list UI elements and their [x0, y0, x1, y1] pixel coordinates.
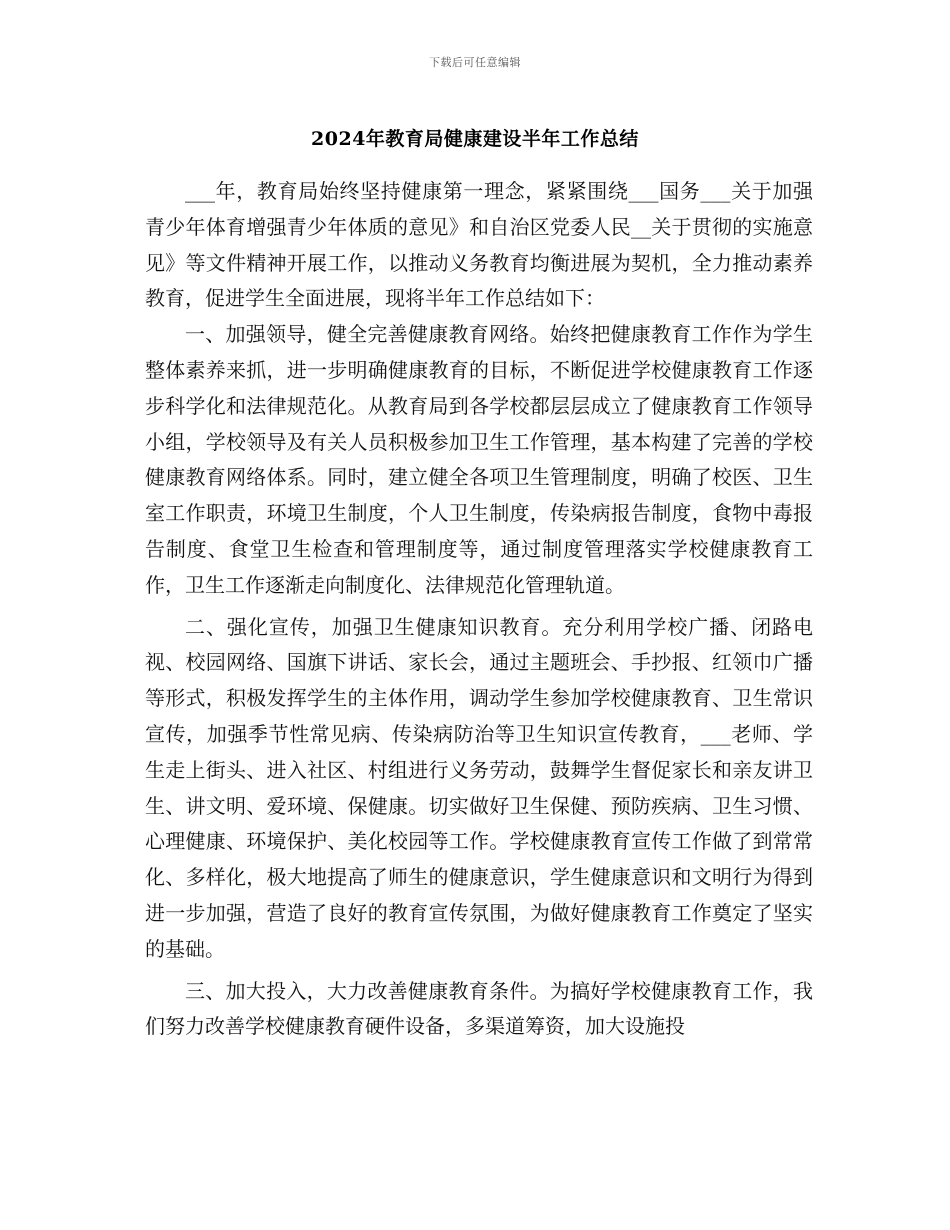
document-body — [145, 174, 813, 1045]
paragraph-section-1: 一、加强领导，健全完善健康教育网络。始终把健康教育工作作为学生整体素养来抓，进一步明确健康教育的目标，不断促进学校健康教育工作逐步科学化和法律规范化。从教育局到各学校都层层成立了健康教育工作领导小组，学校领导及有关人员积极参加卫生工作管理，基本构建了完善的学校健康教育网络体系。同时，建立健全各项卫生管理制度，明确了校医、卫生室工作职责，环境卫生制度，个人卫生制度，传染病报告制度，食物中毒报告制度、食堂卫生检查和管理制度等，通过制度管理落实学校健康教育工作，卫生工作逐渐走向制度化、法律规范化管理轨道。 — [145, 322, 813, 597]
header-note: 下载后可任意编辑 — [429, 56, 521, 69]
document-title: 2024年教育局健康建设半年工作总结 — [311, 128, 639, 150]
paragraph-section-2: 二、强化宣传，加强卫生健康知识教育。充分利用学校广播、闭路电视、校园网络、国旗下讲话、家长会，通过主题班会、手抄报、红领巾广播等形式，积极发挥学生的主体作用，调动学生参加学校健康教育、卫生常识宣传，加强季节性常见病、传染病防治等卫生知识宣传教育，___老师、学生走上街头、进入社区、村组进行义务劳动，鼓舞学生督促家长和亲友讲卫生、讲文明、爱环境、保健康。切实做好卫生保健、预防疾病、卫生习惯、心理健康、环境保护、美化校园等工作。学校健康教育宣传工作做了到常常化、多样化，极大地提高了师生的健康意识，学生健康意识和文明行为得到进一步加强，营造了良好的教育宣传氛围，为做好健康教育工作奠定了坚实的基础。 — [145, 614, 813, 961]
paragraph-intro: ___年，教育局始终坚持健康第一理念，紧紧围绕___国务___关于加强青少年体育增强青少年体质的意见》和自治区党委人民__关于贯彻的实施意见》等文件精神开展工作，以推动义务教育均衡进展为契机，全力推动素养教育，促进学生全面进展，现将半年工作总结如下： — [145, 179, 813, 311]
paragraph-section-3: 三、加大投入，大力改善健康教育条件。为搞好学校健康教育工作，我们努力改善学校健康教育硬件设备，多渠道筹资，加大设施投 — [145, 978, 813, 1039]
